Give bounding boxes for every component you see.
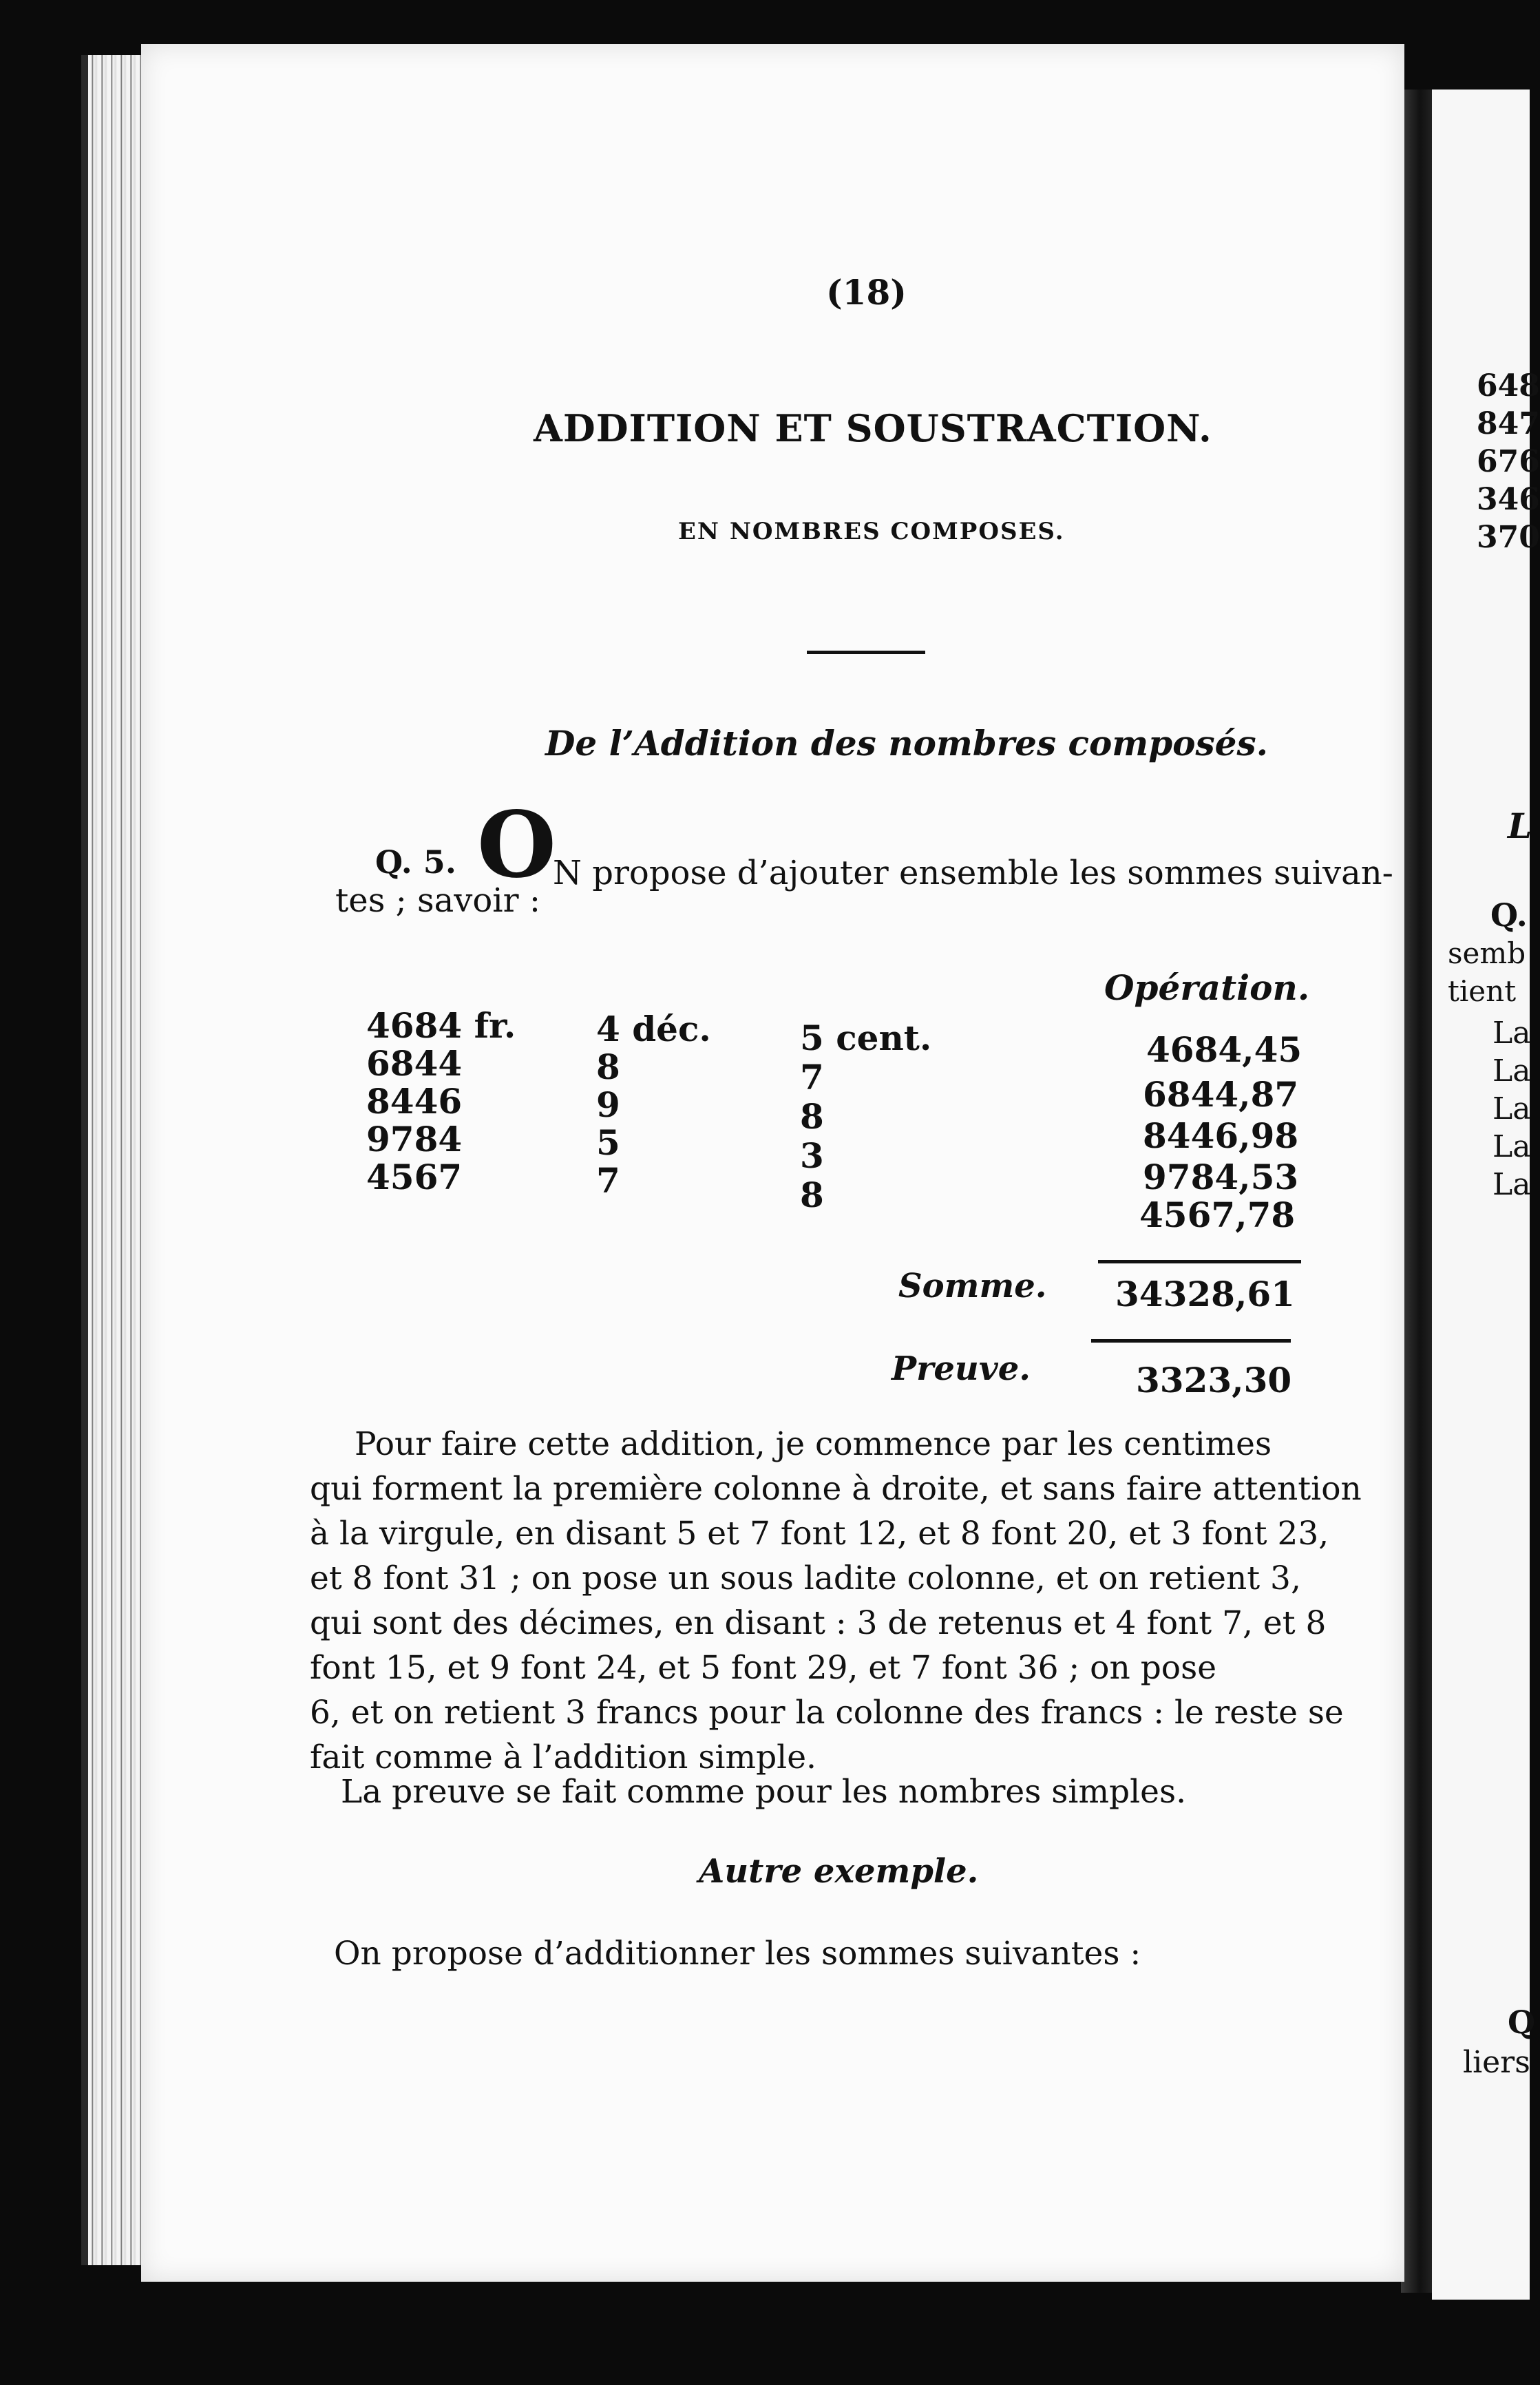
question-text-line: N propose d’ajouter ensemble les sommes suivan- <box>553 854 1393 892</box>
item-francs: 4567 <box>366 1157 463 1197</box>
right-fragment: 676 <box>1477 444 1540 479</box>
item-francs: 9784 <box>366 1119 463 1159</box>
question-label: Q. 5. <box>375 843 456 881</box>
section-title: De l’Addition des nombres composés. <box>545 723 1269 764</box>
right-fragment: La <box>1492 1016 1531 1051</box>
section-divider <box>807 651 925 654</box>
preuve-note: La preuve se fait comme pour les nombres simples. <box>341 1773 1187 1811</box>
book-gutter <box>1401 90 1433 2293</box>
right-fragment: La <box>1492 1167 1531 1202</box>
somme-value: 34328,61 <box>1115 1274 1295 1314</box>
paragraph-line: qui sont des décimes, en disant : 3 de retenus et 4 font 7, et 8 <box>310 1604 1327 1642</box>
paragraph-line: fait comme à l’addition simple. <box>310 1738 816 1776</box>
page-number: (18) <box>826 272 907 313</box>
operation-value: 8446,98 <box>1143 1115 1299 1156</box>
operation-value: 6844,87 <box>1143 1074 1299 1115</box>
item-decimes: 7 <box>596 1160 620 1201</box>
paragraph-line: qui forment la première colonne à droite, et sans faire attention <box>310 1470 1362 1508</box>
operation-value: 4567,78 <box>1139 1195 1296 1235</box>
right-fragment: La <box>1492 1091 1531 1126</box>
right-fragment: 370 <box>1477 520 1540 555</box>
right-fragment: 648 <box>1477 368 1540 403</box>
drop-cap: O <box>477 792 556 899</box>
item-decimes: 8 <box>596 1047 620 1087</box>
paragraph-line: Pour faire cette addition, je commence par les centimes <box>355 1425 1272 1463</box>
chapter-subtitle: EN NOMBRES COMPOSES. <box>678 518 1065 545</box>
item-decimes: 9 <box>596 1084 620 1125</box>
preuve-value: 3323,30 <box>1136 1360 1292 1400</box>
autre-exemple-heading: Autre exemple. <box>699 1852 979 1891</box>
sum-rule <box>1098 1260 1301 1263</box>
chapter-title: ADDITION ET SOUSTRACTION. <box>534 406 1212 450</box>
right-fragment: 346 <box>1477 482 1540 517</box>
item-centimes: 5 cent. <box>800 1018 932 1058</box>
item-francs: 6844 <box>366 1043 463 1084</box>
item-francs: 8446 <box>366 1081 463 1122</box>
operation-value: 4684,45 <box>1146 1029 1302 1070</box>
final-line: On propose d’additionner les sommes suivantes : <box>334 1935 1141 1973</box>
proof-rule <box>1091 1339 1291 1343</box>
item-centimes: 7 <box>800 1057 824 1097</box>
right-fragment: liers <box>1463 2045 1530 2080</box>
paragraph-line: à la virgule, en disant 5 et 7 font 12, et 8 font 20, et 3 font 23, <box>310 1515 1329 1553</box>
right-fragment: Q <box>1508 2004 1536 2041</box>
item-centimes: 3 <box>800 1135 824 1176</box>
item-francs: 4684 fr. <box>366 1005 516 1046</box>
right-fragment: La <box>1492 1129 1531 1164</box>
operation-header: Opération. <box>1104 967 1310 1008</box>
paragraph-line: 6, et on retient 3 francs pour la colonne des francs : le reste se <box>310 1694 1344 1732</box>
right-fragment: tient <box>1448 974 1517 1008</box>
paragraph-line: font 15, et 9 font 24, et 5 font 29, et 7 font 36 ; on pose <box>310 1649 1217 1687</box>
item-decimes: 4 déc. <box>596 1009 711 1049</box>
question-text-line: tes ; savoir : <box>335 881 541 920</box>
item-decimes: 5 <box>596 1122 620 1163</box>
right-page <box>1432 90 1540 2300</box>
right-fragment: Q. <box>1490 896 1528 934</box>
somme-label: Somme. <box>898 1267 1047 1305</box>
right-fragment: 847 <box>1477 406 1540 441</box>
right-fragment: L <box>1508 806 1532 846</box>
right-fragment: La <box>1492 1053 1531 1089</box>
item-centimes: 8 <box>800 1096 824 1137</box>
right-fragment: semb <box>1448 936 1526 970</box>
operation-value: 9784,53 <box>1143 1157 1299 1197</box>
paragraph-line: et 8 font 31 ; on pose un sous ladite colonne, et on retient 3, <box>310 1559 1301 1597</box>
preuve-label: Preuve. <box>892 1349 1031 1388</box>
item-centimes: 8 <box>800 1175 824 1215</box>
